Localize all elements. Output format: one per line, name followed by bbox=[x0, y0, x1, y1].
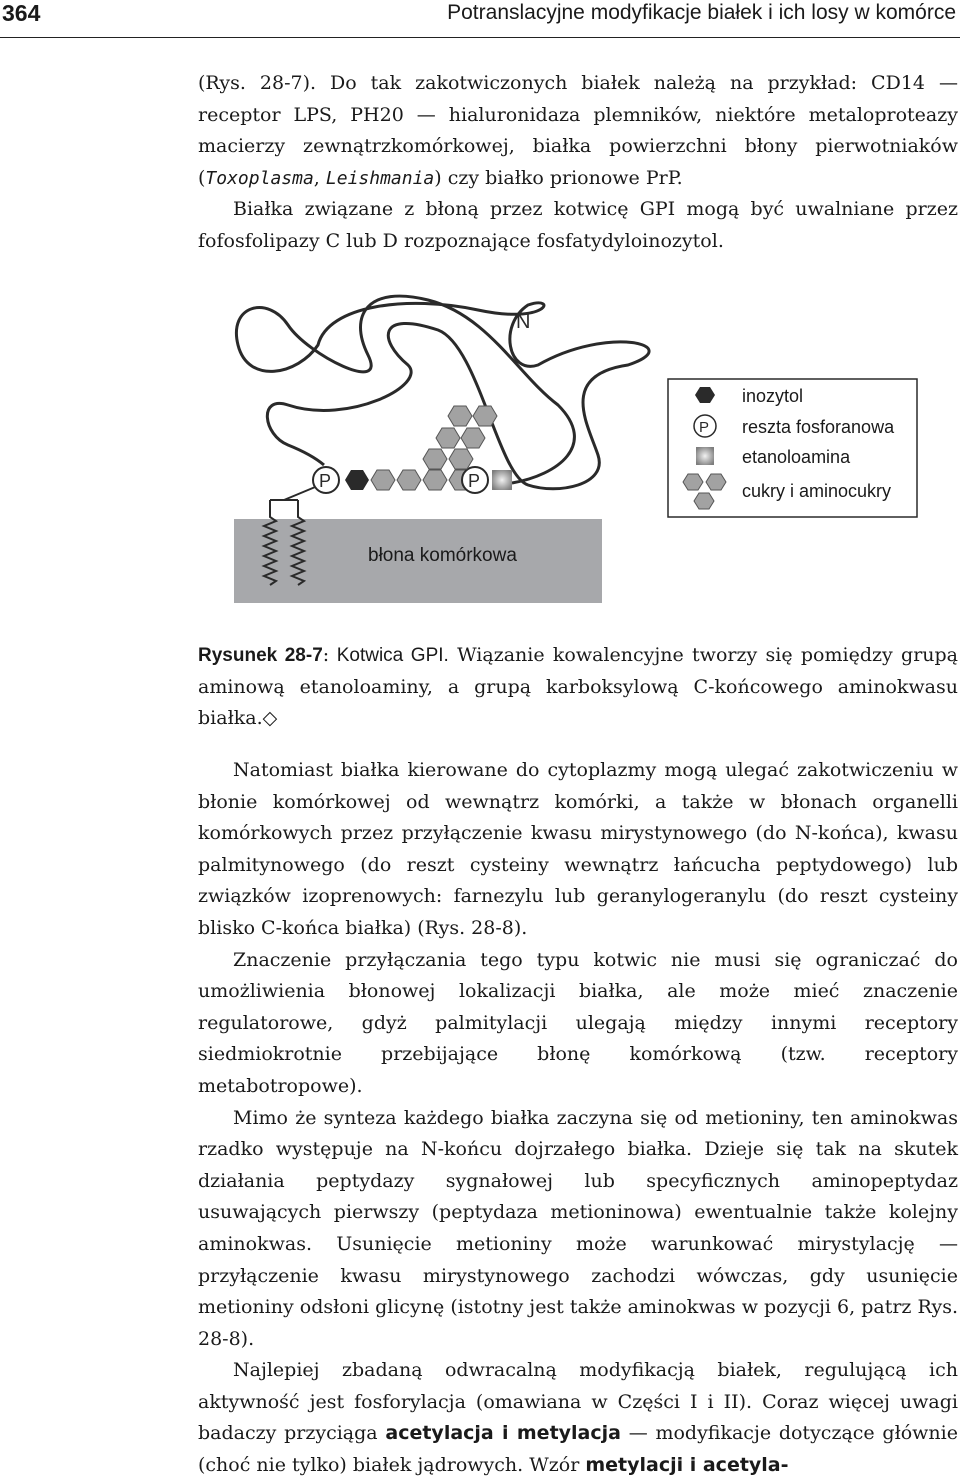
ethanolamine-square bbox=[492, 470, 512, 490]
end-mark: ◇ bbox=[262, 707, 278, 730]
header-rule bbox=[0, 37, 960, 38]
membrane-label: błona komórkowa bbox=[368, 545, 517, 566]
paragraph: Natomiast białka kierowane do cytoplazmy mogą ulegać zakotwiczeniu w błonie komórkowej od wewnątrz komórki, a także w błonach organelli komórkowych przez przyłączenie kwasu mirystynowego (do N-końca), kwasu palmitynowego (do reszt cysteiny wewnątrz łańcucha peptydowego) lub związków izoprenowych: farnezylu lub geranylogeranylu (do reszt cysteiny blisko C-końca białka) (Rys. 28-8). bbox=[198, 759, 958, 939]
phosphate-symbol: P bbox=[319, 471, 332, 491]
gpi-anchor-diagram bbox=[228, 285, 928, 610]
top-paragraphs bbox=[198, 68, 958, 258]
phosphate-symbol: P bbox=[699, 419, 710, 436]
sugar-hexagon bbox=[436, 428, 460, 448]
running-title: Potranslacyjne modyfikacje białek i ich losy w komórce bbox=[447, 1, 956, 24]
ethanolamine-icon bbox=[696, 447, 714, 465]
paragraph: Białka związane z błoną przez kotwicę GPI mogą być uwalniane przez fofosfolipazy C lub D rozpoznające fosfatydyloinozytol. bbox=[198, 198, 958, 252]
page-header bbox=[0, 0, 960, 30]
sugar-hexagon bbox=[397, 470, 421, 490]
caption-paragraph: Rysunek 28-7: Kotwica GPI. Wiązanie kowalencyjne tworzy się pomiędzy grupą aminową etanoloaminy, a grupą karboksylową C-końcowego aminokwasu białka.◇ bbox=[198, 644, 958, 730]
legend-ethanolamine-label: etanoloamina bbox=[742, 447, 851, 467]
legend-phosphate-label: reszta fosforanowa bbox=[742, 417, 895, 437]
paragraph: Znaczenie przyłączania tego typu kotwic nie musi się ograniczać do umożliwienia błonowej lokalizacji białka, ale może mieć znaczenie regulatorowe, gdyż palmitylacji ulegają między innymi receptory siedmiokrotnie przebijające błonę komórkową (tzw. receptory metabotropowe). bbox=[198, 948, 958, 1097]
genus-name: Toxoplasma bbox=[205, 167, 314, 189]
glycan-chain bbox=[313, 406, 512, 493]
sugar-hexagon bbox=[423, 449, 447, 469]
legend-sugars-label: cukry i aminocukry bbox=[742, 481, 892, 501]
paragraph: Mimo że synteza każdego białka zaczyna się od metioniny, ten aminokwas rzadko występuje na N-końcu dojrzałego białka. Dzieje się tak na skutek działania peptydazy sygnałowej lub specyficznych aminopeptydaz usuwających pierwszy (peptydaza metioninowa) ewentualnie także kolejny aminokwas. Usunięcie metioniny może warunkować mirystylację — przyłączenie kwasu mirystynowego zachodzi wówczas, gdy usunięcie metioniny odsłoni glicynę (istotny jest także aminokwas w pozycji 6, patrz Rys. 28-8). bbox=[198, 1106, 958, 1350]
sugar-hexagon bbox=[461, 428, 485, 448]
sugar-hexagon bbox=[449, 449, 473, 469]
legend bbox=[668, 379, 917, 517]
bold-term: acetylacja i metylacja bbox=[385, 1422, 621, 1445]
sugar-hexagon bbox=[448, 406, 472, 426]
caption-title: Kotwica GPI. bbox=[329, 645, 449, 666]
n-terminus-label: N bbox=[516, 311, 531, 333]
legend-inositol-label: inozytol bbox=[742, 386, 804, 406]
figure-caption bbox=[198, 640, 958, 735]
page-number: 364 bbox=[2, 0, 41, 26]
inositol-hexagon bbox=[345, 470, 369, 490]
sugar-hexagon bbox=[423, 470, 447, 490]
sugar-hexagon bbox=[371, 470, 395, 490]
bottom-paragraphs bbox=[198, 755, 958, 1482]
phosphate-symbol: P bbox=[468, 471, 481, 491]
bold-term: metylacji i acetyla- bbox=[585, 1454, 789, 1477]
caption-label: Rysunek 28-7 bbox=[198, 645, 323, 666]
paragraph: Najlepiej zbadaną odwracalną modyfikacją białek, regulującą ich aktywność jest fosforylacja (omawiana w Części I i II). Coraz więcej uwagi badaczy przyciąga acetylacja i metylacja — modyfikacje dotyczące głównie (choć nie tylko) białek jądrowych. Wzór metylacji i acetyla- bbox=[198, 1359, 958, 1477]
gpi-anchor-figure bbox=[228, 285, 928, 610]
paragraph: (Rys. 28-7). Do tak zakotwiczonych białek należą na przykład: CD14 — receptor LPS, PH20 — hialuronidaza plemników, niektóre metaloproteazy macierzy zewnątrzkomórkowej, białka powierzchni błony pierwotniaków (Toxoplasma, Leishmania) czy białko prionowe PrP. bbox=[198, 72, 958, 189]
genus-name: Leishmania bbox=[325, 167, 435, 189]
